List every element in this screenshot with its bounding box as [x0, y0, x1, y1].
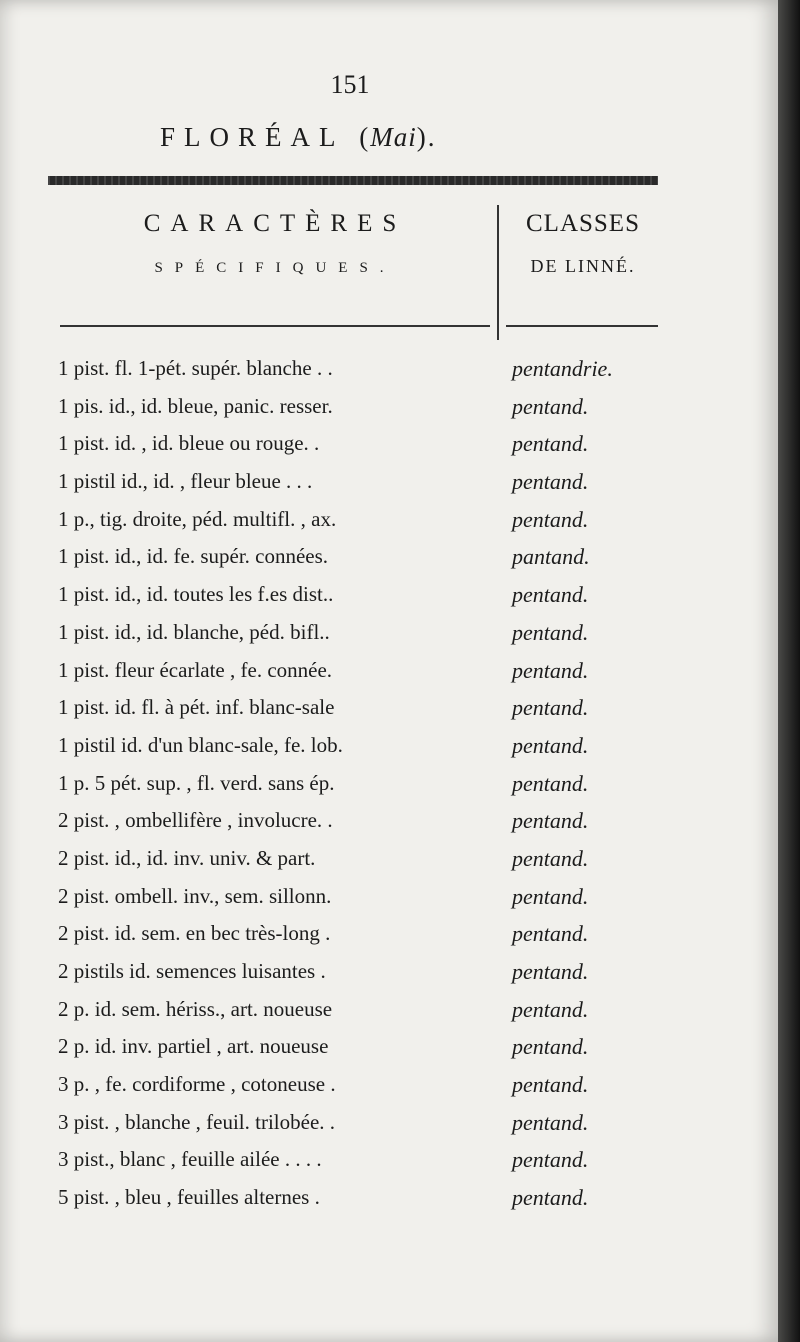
- row-classe: pentand.: [512, 996, 589, 1022]
- table-row: [58, 878, 718, 916]
- row-classe: pentand.: [512, 1072, 589, 1098]
- row-character: 2 p. id. sem. hériss., art. noueuse: [58, 996, 333, 1021]
- row-classe: pentand.: [512, 506, 589, 532]
- table-row: [58, 915, 718, 953]
- row-classe: pentand.: [512, 732, 589, 758]
- table-row: [58, 840, 718, 878]
- table-row: [58, 689, 718, 727]
- running-head-paren-close: ).: [416, 122, 437, 152]
- table-row: [58, 501, 718, 539]
- table-row: [58, 727, 718, 765]
- table-row: [58, 1141, 718, 1179]
- row-character: 1 pist. id., id. blanche, péd. bifl..: [58, 619, 330, 644]
- row-classe: pentand.: [512, 657, 589, 683]
- row-character: 1 pist. id., id. toutes les f.es dist..: [58, 582, 334, 607]
- row-classe: pentand.: [512, 1109, 589, 1135]
- running-head-sub: Mai: [370, 122, 417, 152]
- row-classe: pentand.: [512, 921, 589, 947]
- row-classe: pentand.: [512, 1034, 589, 1060]
- row-character: 1 pist. id. , id. bleue ou rouge. .: [58, 431, 320, 456]
- row-classe: pentand.: [512, 582, 589, 608]
- page-number: 151: [330, 70, 370, 99]
- table-row: [58, 538, 718, 576]
- table-body: [58, 350, 718, 1217]
- table-row: [58, 652, 718, 690]
- row-character: 1 pist. id. fl. à pét. inf. blanc-sale: [58, 695, 335, 720]
- row-character: 3 pist., blanc , feuille ailée . . . .: [58, 1147, 322, 1172]
- row-classe: pentand.: [512, 845, 589, 871]
- table-row: [58, 765, 718, 803]
- row-character: 2 pist. ombell. inv., sem. sillonn.: [58, 883, 332, 908]
- row-character: 1 pistil id. d'un blanc-sale, fe. lob.: [58, 732, 343, 757]
- table-row: [58, 1179, 718, 1217]
- running-head-month: FLORÉAL: [160, 122, 344, 152]
- row-classe: pentand.: [512, 959, 589, 984]
- column-rule-left: [60, 325, 490, 327]
- table-row: [58, 463, 718, 501]
- table-row: [58, 576, 718, 614]
- row-classe: pentand.: [512, 431, 589, 457]
- row-character: 2 pist. id., id. inv. univ. & part.: [58, 845, 316, 870]
- column-heading-classes: [508, 210, 658, 277]
- row-character: 2 pistils id. semences luisantes .: [58, 959, 326, 983]
- column-rule-right: [506, 325, 658, 327]
- table-row: [58, 1104, 718, 1142]
- row-character: 2 pist. id. sem. en bec très-long .: [58, 921, 331, 946]
- running-head-paren-open: (: [359, 122, 371, 152]
- column-divider: [497, 205, 499, 340]
- row-classe: pentandrie.: [512, 356, 613, 381]
- column-heading-characters-line2: SPÉCIFIQUES.: [154, 260, 396, 276]
- book-spine-shadow: [778, 0, 800, 1342]
- row-character: 2 pist. , ombellifère , involucre. .: [58, 808, 333, 833]
- header-rule: [48, 176, 658, 185]
- table-row: [58, 614, 718, 652]
- row-classe: pentand.: [512, 770, 589, 796]
- table-row: [58, 425, 718, 463]
- row-classe: pentand.: [512, 808, 589, 834]
- row-character: 1 pist. id., id. fe. supér. connées.: [58, 544, 329, 569]
- row-classe: pentand.: [512, 393, 589, 419]
- row-character: 1 pis. id., id. bleue, panic. resser.: [58, 393, 333, 418]
- row-classe: pantand.: [512, 544, 590, 570]
- row-character: 1 pistil id., id. , fleur bleue . . .: [58, 469, 313, 494]
- row-character: 5 pist. , bleu , feuilles alternes .: [58, 1185, 320, 1210]
- table-row: [58, 388, 718, 426]
- column-heading-characters: [60, 210, 490, 277]
- column-heading-classes-line2: DE LINNÉ.: [530, 256, 636, 276]
- table-row: [58, 1028, 718, 1066]
- row-classe: pentand.: [512, 1147, 589, 1173]
- row-classe: pentand.: [512, 883, 589, 909]
- row-character: 1 pist. fl. 1-pét. supér. blanche . .: [58, 356, 333, 380]
- row-character: 3 p. , fe. cordiforme , cotoneuse .: [58, 1072, 336, 1097]
- row-classe: pentand.: [512, 695, 589, 721]
- table-row: [58, 350, 718, 388]
- table-row: [58, 991, 718, 1029]
- table-row: [58, 1066, 718, 1104]
- table-row: [58, 953, 718, 991]
- row-classe: pentand.: [512, 469, 589, 495]
- row-character: 1 pist. fleur écarlate , fe. connée.: [58, 657, 333, 682]
- column-heading-characters-line1: CARACTÈRES: [143, 210, 407, 237]
- row-classe: pentand.: [512, 1185, 589, 1211]
- row-character: 1 p., tig. droite, péd. multifl. , ax.: [58, 506, 337, 531]
- row-character: 3 pist. , blanche , feuil. trilobée. .: [58, 1109, 336, 1134]
- row-classe: pentand.: [512, 619, 589, 645]
- row-character: 1 p. 5 pét. sup. , fl. verd. sans ép.: [58, 770, 335, 795]
- table-row: [58, 802, 718, 840]
- running-head: [160, 122, 437, 153]
- column-heading-classes-line1: CLASSES: [526, 210, 640, 237]
- row-character: 2 p. id. inv. partiel , art. noueuse: [58, 1034, 329, 1059]
